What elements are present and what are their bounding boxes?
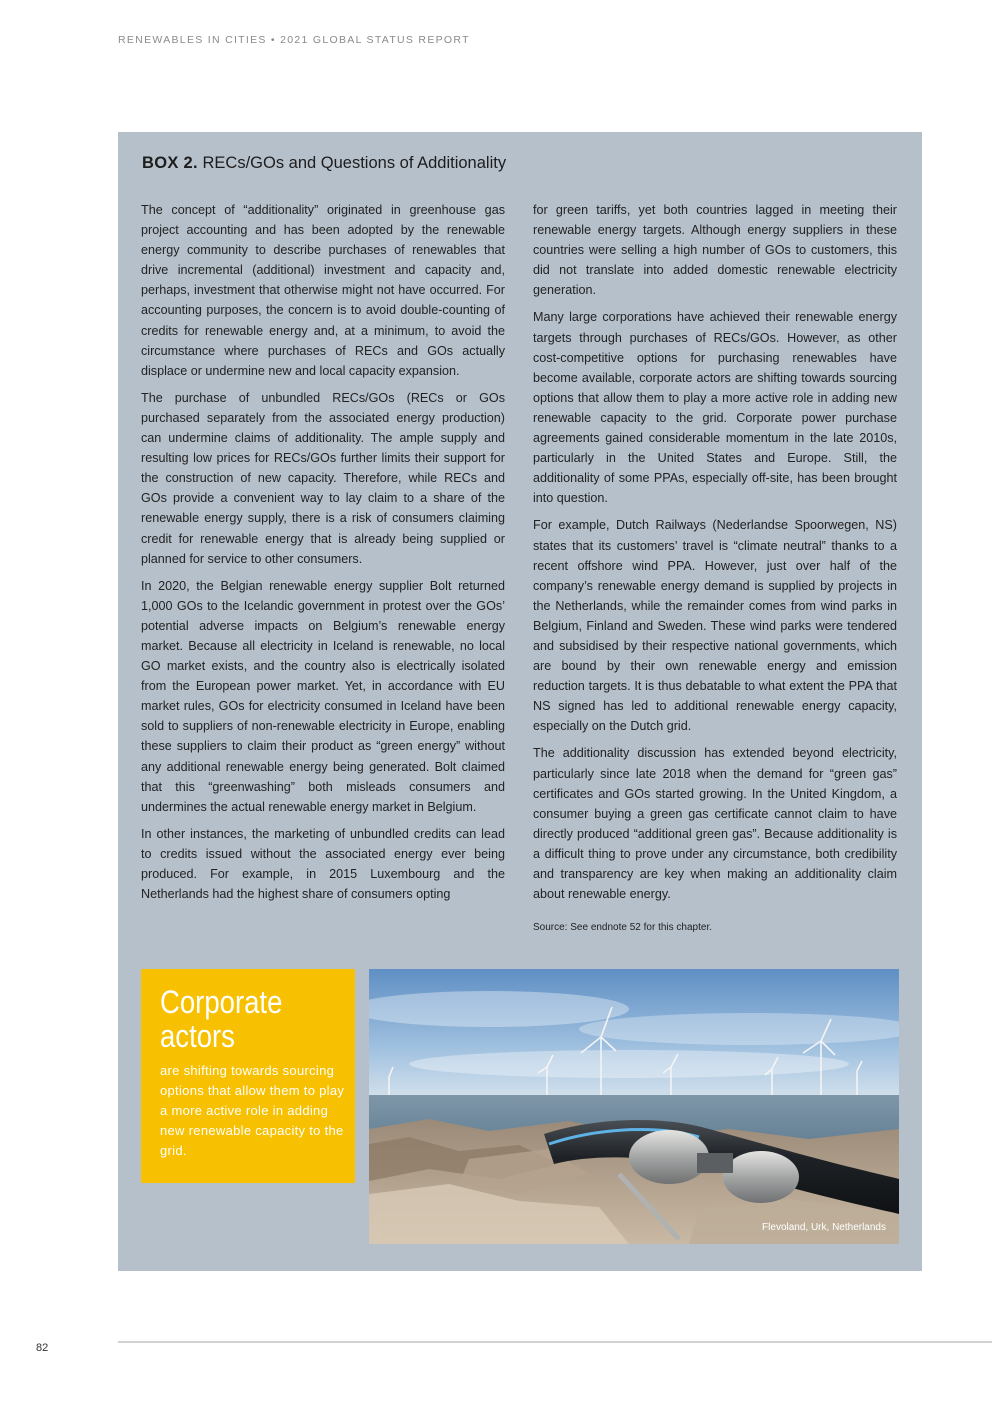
box-title [142,154,506,173]
photo-caption: Flevoland, Urk, Netherlands [762,1222,886,1233]
wind-farm-photo [369,969,899,1244]
paragraph: The purchase of unbundled RECs/GOs (RECs or GOs purchased separately from the associated energy production) can undermine claims of additionality. The ample supply and resulting low prices for RECs/GOs further limits their support for the construction of new capacity. Therefore, while RECs and GOs provide a convenient way to lay claim to a share of the renewable energy supply, there is a risk of consumers claiming credit for renewable energy that is already being supplied or planned for service to other consumers. [141,390,505,566]
paragraph: Many large corporations have achieved their renewable energy targets through purchases of RECs/GOs. However, as other cost-competitive options for purchasing renewables have become available, corporate actors are shifting towards sourcing options that allow them to play a more active role in adding new renewable capacity to the grid. Corporate power purchase agreements gained considerable momentum in the late 2010s, particularly in the United States and Europe. Still, the additionality of some PPAs, especially off-site, has been brought into question. [533,310,897,506]
pull-quote-callout [141,969,355,1183]
paragraph: In 2020, the Belgian renewable energy supplier Bolt returned 1,000 GOs to the Icelandic government in protest over the GOs’ potential adverse impacts on Belgium’s renewable energy market. Because all electricity in Iceland is renewable, no local GO market exists, and the country also is electrically isolated from the European power market. Yet, in accordance with EU market rules, GOs for electricity consumed in Iceland have been sold to suppliers of non-renewable electricity in Europe, enabling these suppliers to claim their product as “green energy” without any additional renewable energy being generated. Bolt claimed that this “greenwashing” both misleads consumers and undermines the actual renewable energy market in Belgium. [141,578,505,814]
paragraph: For example, Dutch Railways (Nederlandse Spoorwegen, NS) states that its customers’ travel is “climate neutral” thanks to a recent offshore wind PPA. However, just over half of the company’s renewable energy demand is supplied by projects in the Netherlands, while the remainder comes from wind parks in Belgium, Finland and Sweden. These wind parks were tendered and subsidised by their respective national governments, which are bound by their own renewable energy and emission reduction targets. It is thus debatable to what extent the PPA that NS signed has led to additional renewable energy capacity, especially on the Dutch grid. [533,518,897,734]
callout-body: are shifting towards sourcing options that allow them to play a more active role in adding new renewable capacity to the grid. [160,1063,345,1158]
paragraph: for green tariffs, yet both countries lagged in meeting their renewable energy targets. Although energy suppliers in these countries were selling a high number of GOs to customers, this did not translate into added domestic renewable electricity generation. [533,203,897,298]
paragraph: The additionality discussion has extended beyond electricity, particularly since late 2018 when the demand for “green gas” certificates and GOs started growing. In the United Kingdom, a consumer buying a green gas certificate cannot claim to have directly produced “additional green gas”. Because additionality is a difficult thing to prove under any circumstance, both credibility and transparency are key when making an additionality claim about renewable energy. [533,746,897,902]
page-number: 82 [36,1342,49,1354]
paragraph: The concept of “additionality” originated in greenhouse gas project accounting and has been adopted by the renewable energy community to describe purchases of renewables that drive incremental (additional) investment and capacity and, perhaps, investment that otherwise might not have occurred. For accounting purposes, the concern is to avoid double-counting of credits for renewable energy and, at a minimum, to avoid the circumstance where purchases of RECs and GOs actually displace or undermine new and local capacity expansion. [141,203,505,378]
box-heading: RECs/GOs and Questions of Additionality [202,154,507,172]
wind-farm-illustration [369,969,899,1244]
callout-title: Corporate actors [160,984,283,1054]
box-label: BOX 2. [142,154,198,172]
left-column [141,200,505,911]
right-column [533,200,897,938]
paragraph: In other instances, the marketing of unbundled credits can lead to credits issued without the associated energy ever being produced. For example, in 2015 Luxembourg and the Netherlands had the highest share of consumers opting [141,826,505,902]
running-header: RENEWABLES IN CITIES • 2021 GLOBAL STATUS REPORT [118,34,470,46]
source-note: Source: See endnote 52 for this chapter. [533,922,713,934]
footer-rule [118,1341,992,1343]
